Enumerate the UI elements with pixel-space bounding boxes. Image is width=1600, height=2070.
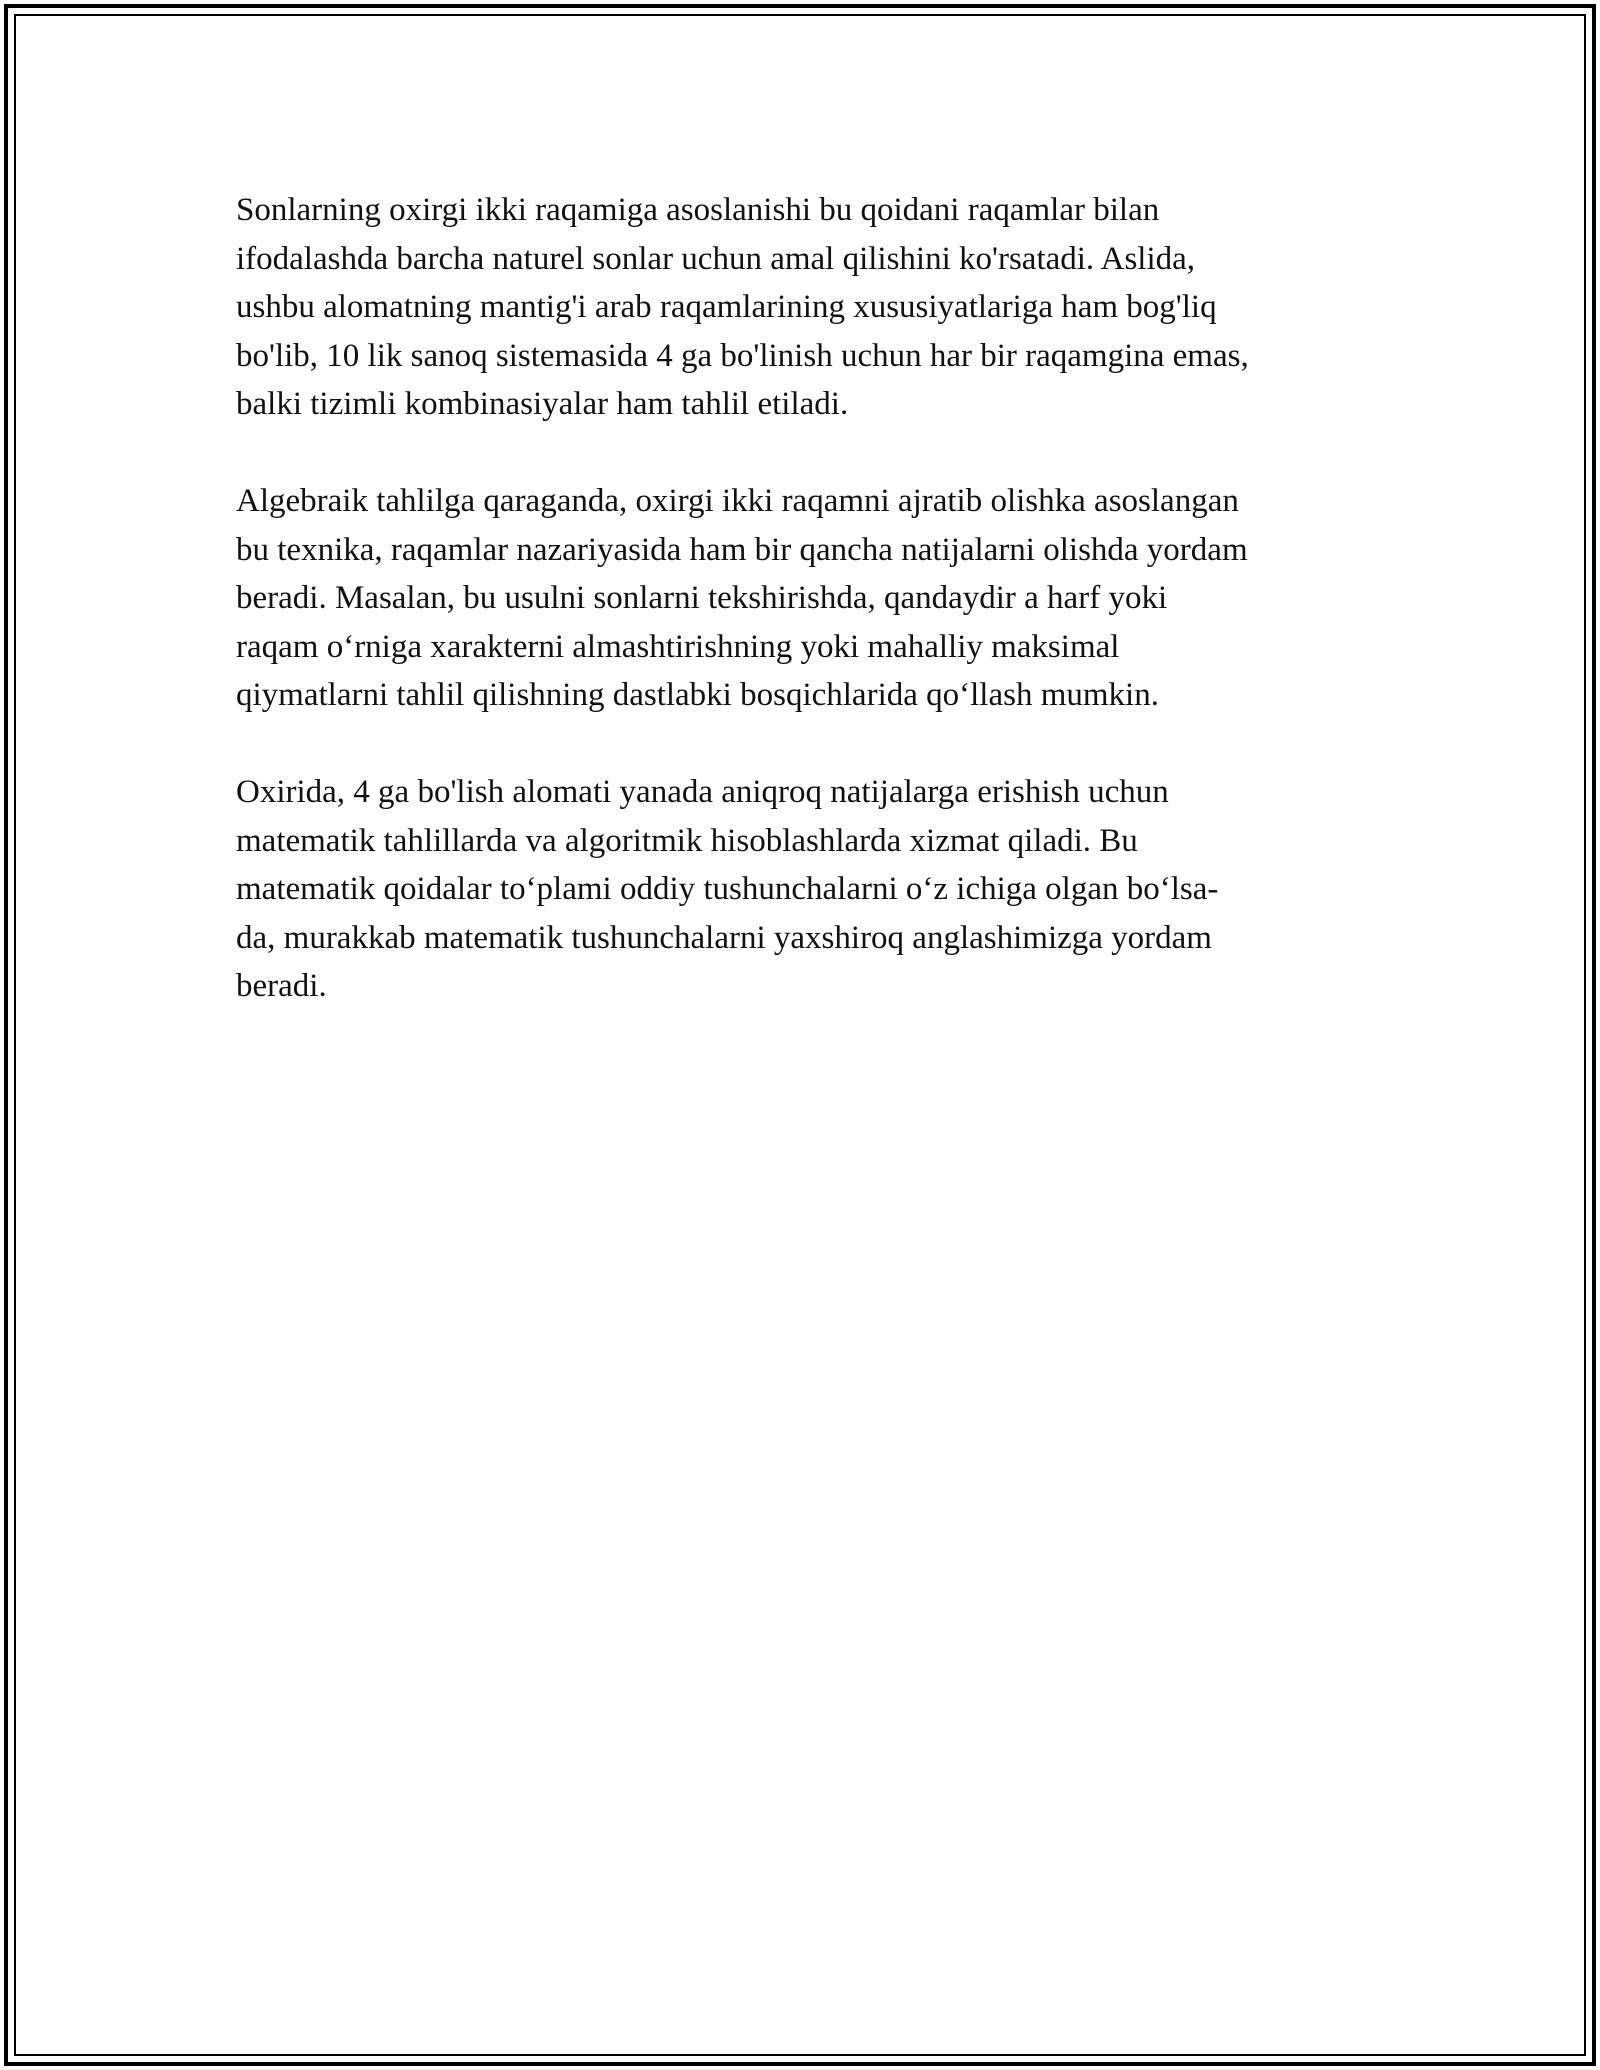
paragraph-line: Oxirida, 4 ga bo'lish alomati yanada aniqroq natijalarga erishish uchun xyxy=(236,774,1169,810)
paragraph-line: bo'lib, 10 lik sanoq sistemasida 4 ga bo'linish uchun har bir raqamgina emas, xyxy=(236,337,1249,374)
paragraph-2 xyxy=(236,477,1376,720)
paragraph-line: Algebraik tahlilga qaraganda, oxirgi ikki raqamni ajratib olishka asoslangan xyxy=(236,483,1239,519)
paragraph-line: matematik qoidalar to‘plami oddiy tushunchalarni o‘z ichiga olgan bo‘lsa- xyxy=(236,871,1219,907)
paragraph-line: balki tizimli kombinasiyalar ham tahlil etiladi. xyxy=(236,386,849,422)
paragraph-line: raqam o‘rniga xarakterni almashtirishning yoki mahalliy maksimal xyxy=(236,628,1120,665)
paragraph-line: beradi. xyxy=(236,968,327,1004)
paragraph-line: qiymatlarni tahlil qilishning dastlabki bosqichlarida qo‘llash mumkin. xyxy=(236,677,1159,713)
paragraph-line: ushbu alomatning mantig'i arab raqamlarining xususiyatlariga ham bog'liq xyxy=(236,289,1217,325)
paragraph-1 xyxy=(236,186,1376,429)
paragraph-line: bu texnika, raqamlar nazariyasida ham bir qancha natijalarni olishda yordam xyxy=(236,531,1248,568)
paragraph-line: ifodalashda barcha naturel sonlar uchun amal qilishini ko'rsatadi. Aslida, xyxy=(236,240,1196,277)
paragraph-line: Sonlarning oxirgi ikki raqamiga asoslanishi bu qoidani raqamlar bilan xyxy=(236,192,1160,228)
paragraph-line: da, murakkab matematik tushunchalarni yaxshiroq anglashimizga yordam xyxy=(236,919,1212,956)
paragraph-line: matematik tahlillarda va algoritmik hisoblashlarda xizmat qiladi. Bu xyxy=(236,822,1138,859)
document-body xyxy=(236,186,1376,1059)
paragraph-line: beradi. Masalan, bu usulni sonlarni tekshirishda, qandaydir a harf yoki xyxy=(236,580,1168,616)
paragraph-3 xyxy=(236,768,1376,1011)
